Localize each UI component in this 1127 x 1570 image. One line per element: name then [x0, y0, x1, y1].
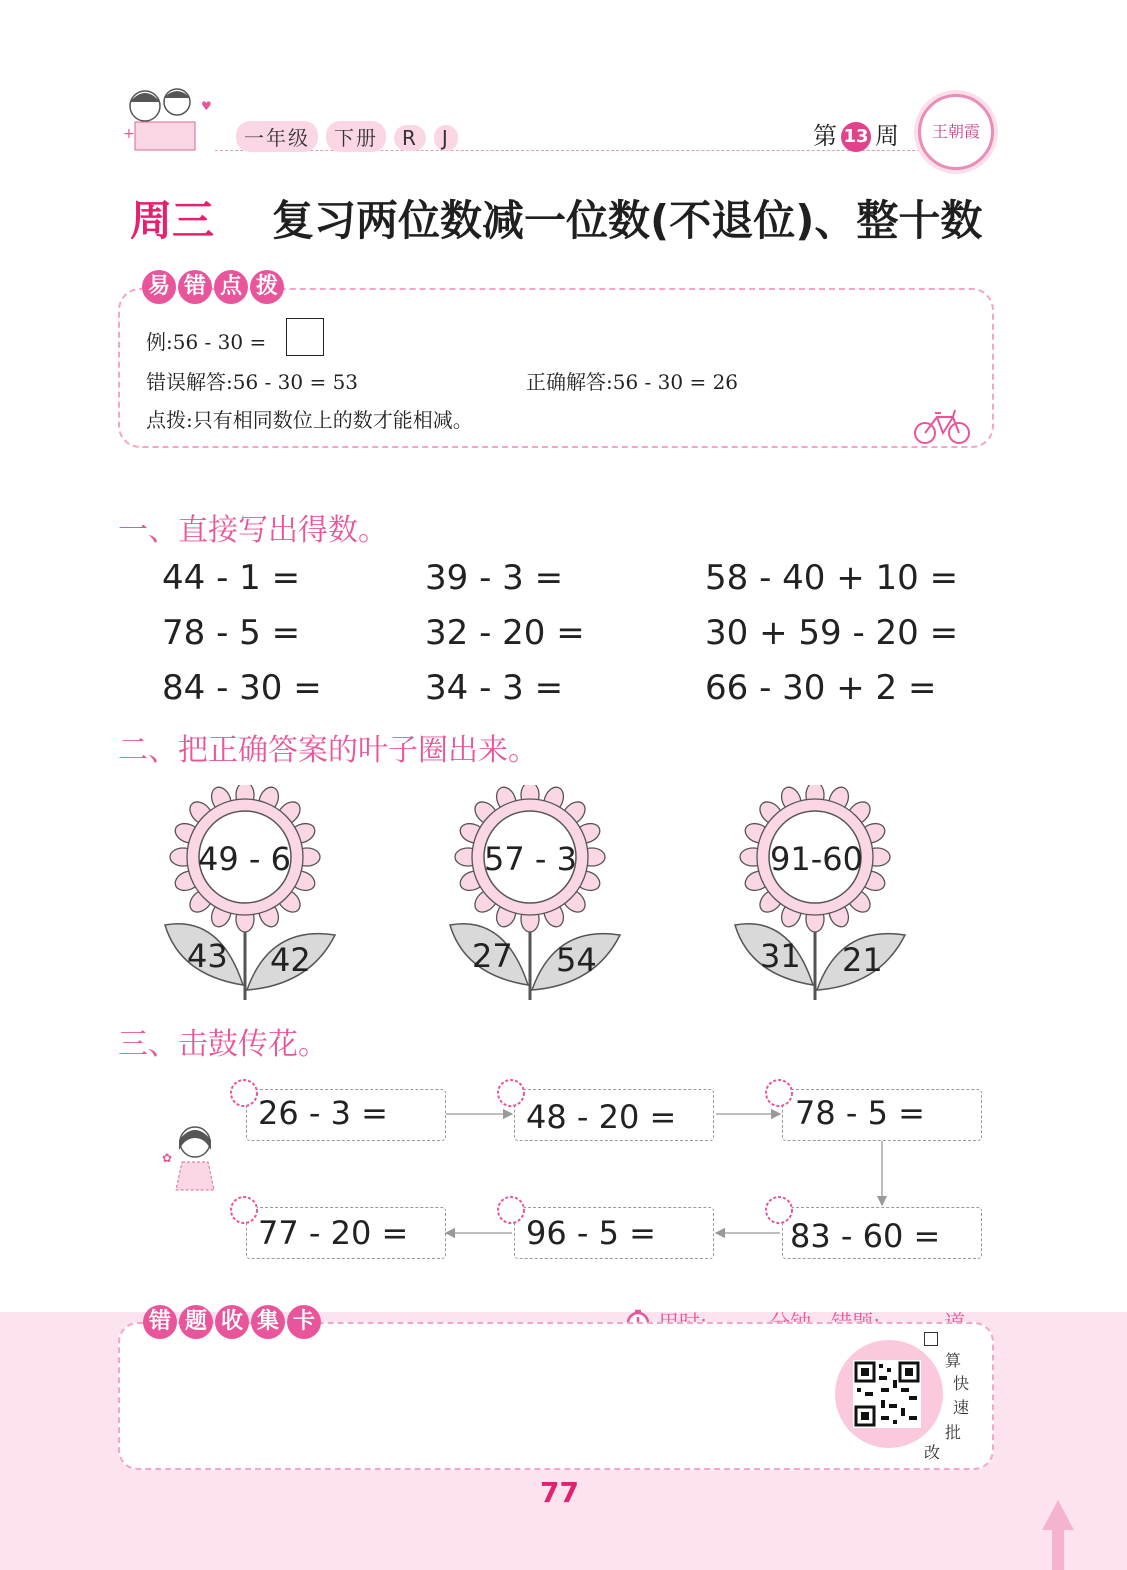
week-prefix: 第 — [813, 122, 837, 150]
qr-code[interactable] — [853, 1360, 921, 1428]
problem: 58 - 40 + 10 = — [705, 558, 959, 598]
tip-wrong: 错误解答:56 - 30 = 53 — [146, 370, 359, 394]
girl-illustration — [160, 1120, 230, 1195]
section2-heading: 二、把正确答案的叶子圈出来。 — [118, 733, 538, 768]
leaf-answer-left[interactable]: 27 — [472, 937, 513, 975]
bicycle-icon — [913, 405, 971, 445]
flower-ring-icon — [227, 1193, 261, 1227]
problem: 34 - 3 = — [425, 668, 564, 708]
vertical-char: 批 — [945, 1423, 962, 1442]
flower-expression: 57 - 3 — [484, 840, 577, 878]
tip-badge-char: 拨 — [250, 270, 284, 304]
card-badge-char: 卡 — [287, 1305, 321, 1339]
problem: 44 - 1 = — [162, 558, 301, 598]
tip-hint: 点拨:只有相同数位上的数才能相减。 — [146, 408, 473, 432]
day-title: 周三 — [130, 196, 215, 245]
week-label — [813, 116, 899, 152]
leaf-answer-left[interactable]: 31 — [760, 937, 801, 975]
problem: 84 - 30 = — [162, 668, 322, 708]
tip-right: 正确解答:56 - 30 = 26 — [526, 370, 739, 394]
volume-text: 下册 — [326, 121, 386, 152]
card-badge-char: 集 — [251, 1305, 285, 1339]
leaf-answer-right[interactable]: 54 — [556, 941, 597, 979]
week-suffix: 周 — [875, 122, 899, 150]
kids-illustration — [115, 78, 225, 158]
leaf-answer-left[interactable]: 43 — [187, 937, 228, 975]
page-number: 77 — [540, 1476, 579, 1509]
card-badge-char: 题 — [179, 1305, 213, 1339]
vertical-char: 改 — [924, 1443, 941, 1462]
page-title: 复习两位数减一位数(不退位)、整十数 — [272, 196, 983, 245]
chain-problem: 77 - 20 = — [258, 1214, 409, 1252]
section3-heading: 三、击鼓传花。 — [118, 1027, 328, 1062]
flower-ring-icon — [762, 1076, 796, 1110]
week-number: 13 — [841, 122, 871, 152]
leaf-answer-right[interactable]: 21 — [842, 941, 883, 979]
error-card-badge — [143, 1305, 321, 1339]
tip-example: 例:56 - 30 = — [146, 330, 267, 354]
answer-box[interactable] — [286, 318, 324, 356]
problem: 30 + 59 - 20 = — [705, 613, 959, 653]
chain-problem: 83 - 60 = — [790, 1217, 941, 1255]
checkbox-icon — [924, 1332, 938, 1346]
vertical-char: 快 — [953, 1374, 970, 1393]
edition-r: R — [394, 125, 426, 151]
problem: 66 - 30 + 2 = — [705, 668, 937, 708]
section1-heading: 一、直接写出得数。 — [118, 513, 388, 548]
tip-badge-char: 错 — [178, 270, 212, 304]
vertical-char: 算 — [945, 1351, 962, 1370]
flower-ring-icon — [494, 1193, 528, 1227]
problem: 78 - 5 = — [162, 613, 301, 653]
grade-text: 一年级 — [236, 121, 318, 152]
chain-problem: 26 - 3 = — [258, 1094, 388, 1132]
vertical-char: 速 — [953, 1398, 970, 1417]
flower-ring-icon — [494, 1076, 528, 1110]
flower-graphic — [150, 785, 340, 1005]
svg-text:✿: ✿ — [162, 1151, 173, 1165]
problem: 32 - 20 = — [425, 613, 585, 653]
brand-seal: 王朝霞 — [918, 94, 994, 170]
flower-expression: 91-60 — [770, 840, 863, 878]
chain-problem: 48 - 20 = — [526, 1098, 677, 1136]
leaf-answer-right[interactable]: 42 — [270, 941, 311, 979]
arrow-up-icon — [1040, 1500, 1076, 1570]
chain-problem: 78 - 5 = — [795, 1094, 925, 1132]
grade-label — [236, 121, 466, 152]
flower-expression: 49 - 6 — [198, 840, 291, 878]
problem: 39 - 3 = — [425, 558, 564, 598]
edition-j: J — [434, 125, 458, 151]
tip-badge-char: 点 — [214, 270, 248, 304]
chain-problem: 96 - 5 = — [526, 1214, 656, 1252]
qr-code-icon — [853, 1360, 921, 1428]
svg-text:+: + — [123, 126, 135, 142]
tip-badge-char: 易 — [142, 270, 176, 304]
card-badge-char: 收 — [215, 1305, 249, 1339]
flower-ring-icon — [227, 1076, 261, 1110]
svg-text:♥: ♥ — [201, 99, 212, 113]
tip-badge — [142, 270, 284, 304]
card-badge-char: 错 — [143, 1305, 177, 1339]
